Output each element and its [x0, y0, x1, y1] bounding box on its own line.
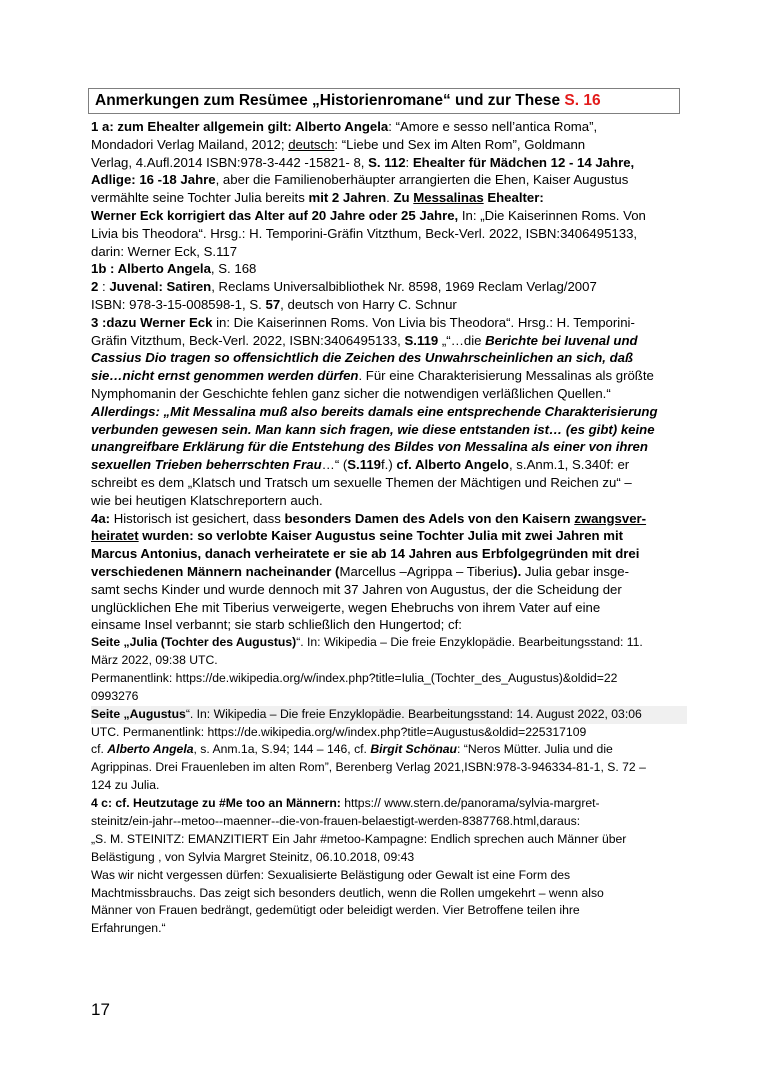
text-line [91, 688, 687, 706]
text-run: “. In: Wikipedia – Die freie Enzyklopädie. Bearbeitungsstand: 14. August 2022, 03:06 [185, 706, 642, 721]
text-line [91, 759, 687, 777]
text-run: heiratet [91, 528, 139, 544]
text-run: 4a: [91, 510, 111, 526]
text-run: Birgit Schönau [370, 742, 457, 757]
text-run: 1b : Alberto Angela [91, 261, 211, 277]
text-run: Erfahrungen.“ [91, 921, 166, 936]
text-run: wie bei heutigen Klatschreportern auch. [91, 492, 323, 508]
text-run: Ehealter für Mädchen 12 - 14 Jahre, [412, 154, 635, 170]
text-run: Berichte bei Iuvenal und [485, 332, 638, 348]
text-line [91, 777, 687, 795]
text-run: 124 zu Julia. [91, 778, 160, 793]
text-line [91, 474, 687, 492]
text-run: 1 a: zum Ehealter allgemein gilt: Alberto Angela [91, 119, 389, 134]
text-run: März 2022, 09:38 UTC. [91, 653, 218, 667]
text-run: In: „Die Kaiserinnen Roms. Von [458, 207, 646, 223]
text-run: ISBN: 978-3-15-008598-1, S. [91, 296, 266, 312]
text-run: unangreifbare Erklärung für die Entstehung des Bildes von Messalina als einer von ihren [91, 439, 648, 455]
text-run: Seite „Augustus [91, 706, 186, 721]
text-run: : “Liebe und Sex im Alten Rom”, Goldmann [334, 136, 586, 152]
text-run: Verlag, 4.Aufl.2014 ISBN:978-3-442 -15821- 8, [91, 154, 369, 170]
text-run: 3 :dazu Werner Eck [91, 314, 213, 330]
text-run: Livia bis Theodora“. Hrsg.: H. Temporini-Gräfin Vitzthum, Beck-Verl. 2022, ISBN:3406495133, [91, 225, 638, 241]
text-run: “. In: Wikipedia – Die freie Enzyklopädie. Bearbeitungsstand: 11. [296, 635, 643, 650]
text-line [91, 207, 687, 225]
text-line [91, 527, 687, 545]
text-line [91, 456, 687, 474]
text-run: verschiedenen Männern nacheinander ( [91, 563, 340, 579]
text-run: cf. [91, 742, 108, 757]
text-run: , Reclams Universalbibliothek Nr. 8598, 1969 Reclam Verlag/2007 [211, 279, 597, 295]
text-run: , S. 168 [210, 261, 257, 277]
text-line [91, 920, 687, 938]
title-text: Anmerkungen zum Resümee „Historienromane“ und zur These [95, 92, 565, 109]
text-line [91, 545, 687, 563]
text-run: „“…die [438, 332, 486, 348]
text-run: Alberto Angela [107, 742, 194, 757]
text-line [91, 154, 687, 172]
text-run: cf. Alberto Angelo [396, 457, 509, 473]
text-run: „S. M. STEINITZ: EMANZITIERT Ein Jahr #metoo-Kampagne: Endlich sprechen auch Männer über [91, 831, 627, 846]
text-line [91, 171, 687, 189]
text-line [91, 741, 687, 759]
text-run: Ehealter: [483, 190, 544, 206]
text-run: Permanentlink: https://de.wikipedia.org/w/index.php?title=Iulia_(Tochter_des_Augustus)&oldid=22 [91, 670, 618, 685]
page-number: 17 [91, 1000, 110, 1019]
text-run: Werner Eck korrigiert das Alter auf 20 Jahre oder 25 Jahre, [91, 207, 459, 223]
text-line [91, 599, 687, 617]
text-run: . [386, 190, 394, 206]
text-run: , deutsch von Harry C. Schnur [280, 296, 457, 312]
text-line [91, 314, 687, 332]
text-line [91, 492, 687, 510]
text-run: 4 c: cf. Heutzutage zu #Me too an Männern: [91, 796, 341, 811]
text-run: Allerdings: „Mit Messalina muß also bereits damals eine entsprechende Charakterisierung [91, 403, 658, 419]
text-line [91, 136, 687, 154]
text-run: Messalinas [413, 190, 484, 206]
text-line [91, 885, 687, 903]
text-run: : “Amore e sesso nell’antica Roma”, [388, 119, 598, 134]
text-run: vermählte seine Tochter Julia bereits [91, 190, 309, 206]
text-line [91, 225, 687, 243]
text-line [91, 724, 687, 742]
text-line [91, 795, 687, 813]
text-run: , s. Anm.1a, S.94; 144 – 146, cf. [193, 742, 371, 757]
text-run: unglücklichen Ehe mit Tiberius verweigerte, wegen Ehebruchs von ihrem Vater auf eine [91, 599, 601, 615]
title-page-ref: S. 16 [564, 92, 601, 109]
text-run: samt sechs Kinder und wurde dennoch mit 37 Jahren von Augustus, der die Scheidung der [91, 581, 622, 597]
text-run: Seite „Julia (Tochter des Augustus) [91, 635, 297, 650]
text-run: Julia gebar insge- [521, 563, 629, 579]
text-run: S.119 [404, 332, 439, 348]
text-run: , aber die Familienoberhäupter arrangierten die Ehen, Kaiser Augustus [215, 172, 629, 188]
text-run: S. 112 [368, 154, 406, 170]
text-run: Was wir nicht vergessen dürfen: Sexualisierte Belästigung oder Gewalt ist eine Form des [91, 867, 571, 882]
text-run: : [405, 154, 413, 170]
text-run: https:// www.stern.de/panorama/sylvia-margret- [340, 796, 600, 811]
text-run: Adlige: 16 -18 Jahre [91, 172, 216, 188]
text-run: Marcellus –Agrippa – Tiberius [339, 563, 514, 579]
text-run: ). [513, 563, 522, 579]
text-line [91, 367, 687, 385]
text-run: sie…nicht ernst genommen werden dürfen [91, 368, 359, 384]
text-line [91, 332, 687, 350]
text-run: Cassius Dio tragen so offensichtlich die Zeichen des Unwahrscheinlichen an sich, daß [91, 350, 634, 366]
text-run: Agrippinas. Drei Frauenleben im alten Rom”, Berenberg Verlag 2021,ISBN:978-3-946334-81-1, S. 72 – [91, 760, 646, 775]
text-run: Historisch ist gesichert, dass [110, 510, 285, 526]
text-run: Zu [393, 190, 414, 206]
page-title [95, 92, 601, 110]
text-line [91, 243, 687, 261]
text-line [91, 831, 687, 849]
text-run: wurden: so verlobte Kaiser Augustus seine Tochter Julia mit zwei Jahren mit [138, 528, 624, 544]
text-run: 57 [265, 296, 281, 312]
notes-body [91, 118, 687, 938]
text-line [91, 189, 687, 207]
text-run: 2 [91, 279, 99, 295]
text-line [91, 403, 687, 421]
text-line [91, 421, 687, 439]
text-run: besonders Damen des Adels von den Kaisern [284, 510, 575, 526]
text-run: UTC. Permanentlink: https://de.wikipedia.org/w/index.php?title=Augustus&oldid=225317109 [91, 724, 587, 739]
text-line [91, 385, 687, 403]
text-run: Juvenal: Satiren [109, 279, 212, 295]
text-run: sexuellen Trieben beherrschten Frau [91, 457, 322, 473]
text-run: Nymphomanin der Geschichte fehlen ganz sicher die notwendigen verläßlichen Quellen.“ [91, 385, 611, 401]
text-run: einsame Insel verbannt; sie starb schließlich den Hungertod; cf: [91, 617, 462, 633]
text-run: Belästigung , von Sylvia Margret Steinitz, 06.10.2018, 09:43 [91, 849, 415, 864]
text-run: …“ ( [321, 457, 348, 473]
text-run: . Für eine Charakterisierung Messalinas als größte [358, 368, 654, 384]
text-run: schreibt es dem „Klatsch und Tratsch um sexuelle Themen der Mächtigen und Reichen zu“ – [91, 474, 632, 490]
text-line [91, 118, 687, 136]
text-line [91, 349, 687, 367]
text-run: steinitz/ein-jahr--metoo--maenner--die-von-frauen-belaestigt-werden-8387768.html,daraus: [91, 814, 581, 829]
text-run: in: Die Kaiserinnen Roms. Von Livia bis Theodora“. Hrsg.: H. Temporini- [212, 314, 635, 330]
text-line [91, 867, 687, 885]
text-run: 0993276 [91, 688, 139, 703]
text-line [91, 849, 687, 867]
text-line [91, 296, 687, 314]
text-line [91, 670, 687, 688]
text-run: Mondadori Verlag Mailand, 2012; [91, 136, 289, 152]
text-run: deutsch [288, 136, 335, 152]
text-run: Marcus Antonius, danach verheiratete er sie ab 14 Jahren aus Erbfolgegründen mit drei [91, 546, 640, 562]
text-run: : “Neros Mütter. Julia und die [457, 742, 613, 757]
text-line [91, 438, 687, 456]
text-run: : [98, 279, 110, 295]
text-line [91, 510, 687, 528]
text-run: S.119 [347, 457, 381, 473]
text-run: Gräfin Vitzthum, Beck-Verl. 2022, ISBN:3406495133, [91, 332, 405, 348]
text-run: mit 2 Jahren [308, 190, 387, 206]
text-line [91, 260, 687, 278]
text-run: verbunden gewesen sein. Man kann sich fragen, wie diese entstanden ist… (es gibt) keine [91, 421, 655, 437]
text-line [91, 278, 687, 296]
text-line [91, 616, 687, 634]
text-run: Machtmissbrauchs. Das zeigt sich besonders deutlich, wenn die Rollen umgekehrt – wenn also [91, 885, 604, 900]
text-line [91, 902, 687, 920]
text-run: f.) [381, 457, 397, 473]
text-line [91, 652, 687, 670]
text-line [91, 563, 687, 581]
text-line [91, 581, 687, 599]
text-run: zwangsver- [574, 510, 647, 526]
text-run: darin: Werner Eck, S.117 [91, 243, 238, 259]
text-run: , s.Anm.1, S.340f: er [508, 457, 630, 473]
text-line [91, 706, 687, 724]
text-run: Männer von Frauen bedrängt, gedemütigt oder beleidigt werden. Vier Betroffene teilen ihre [91, 903, 580, 918]
text-line [91, 634, 687, 652]
text-line [91, 813, 687, 831]
